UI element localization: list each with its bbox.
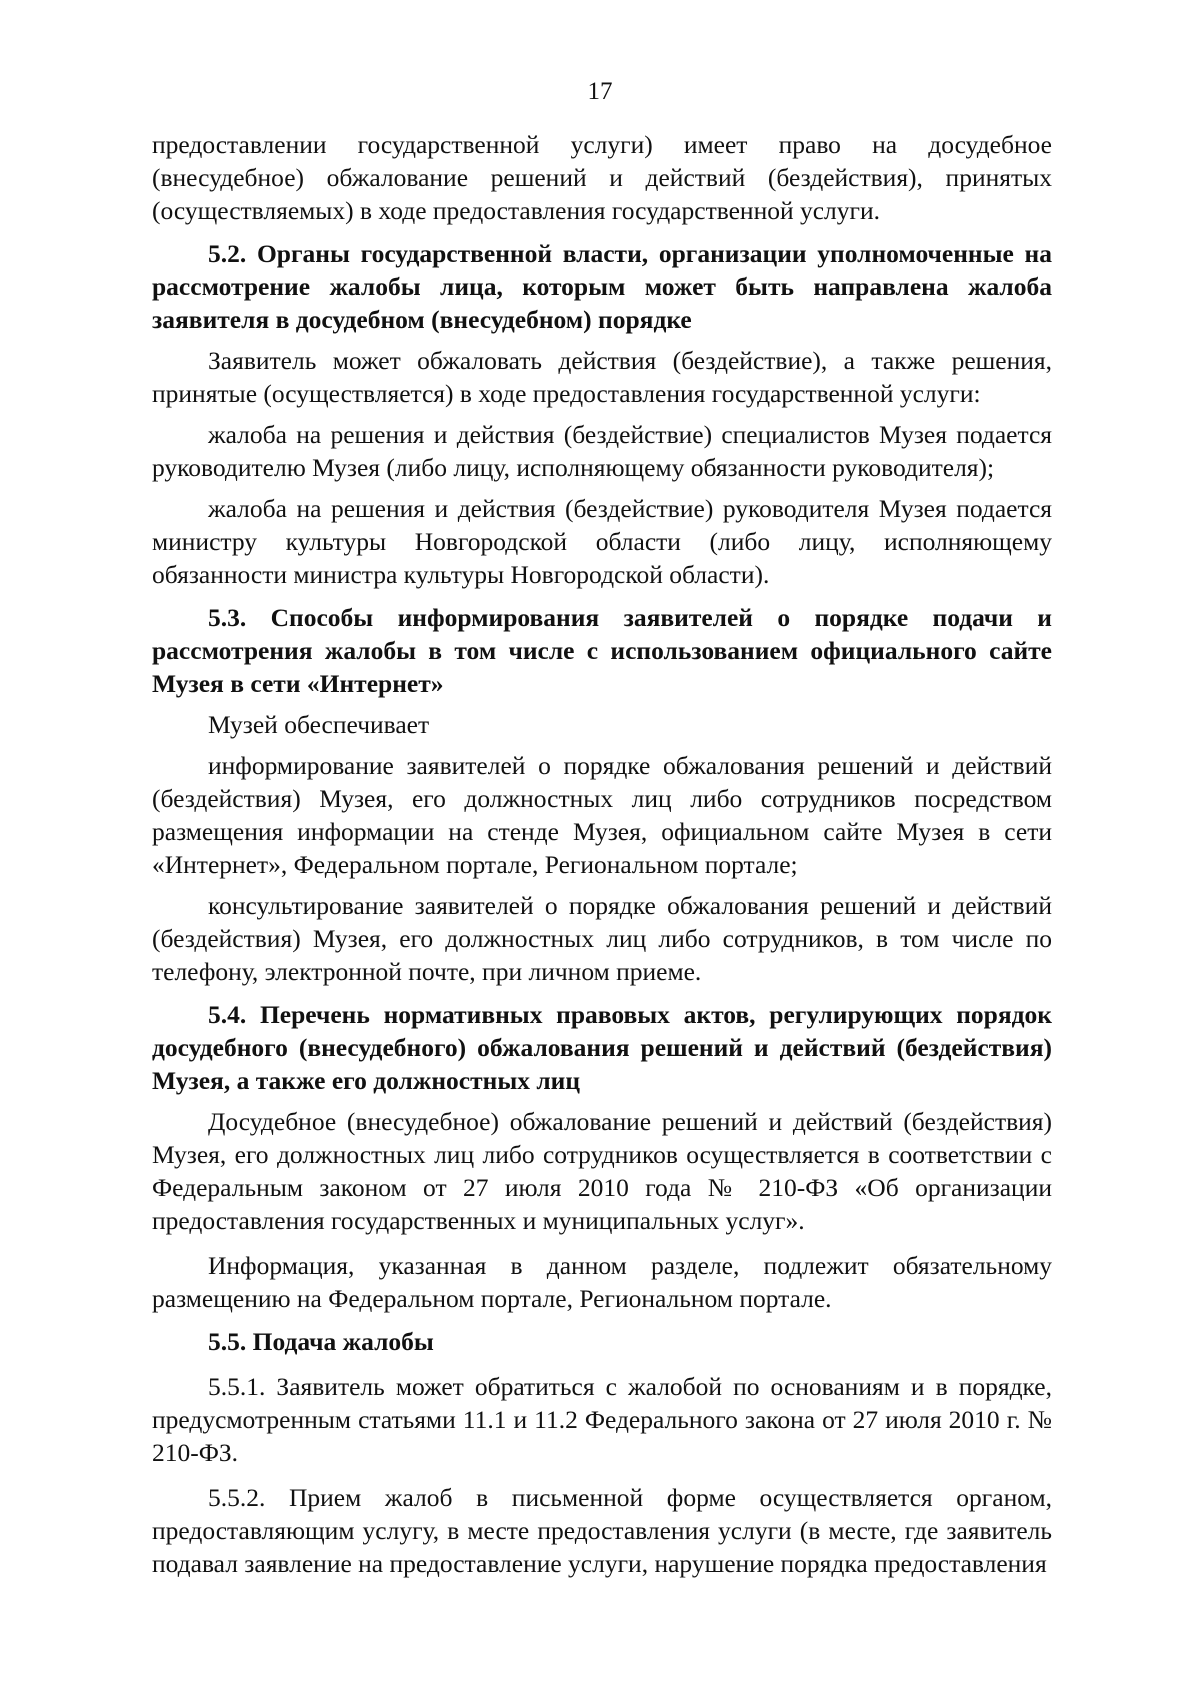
section-5-2-paragraph: жалоба на решения и действия (бездействие) специалистов Музея подается руководителю Музея (либо лицу, исполняющему обязанности руководителя); bbox=[152, 420, 1052, 482]
section-5-4-paragraph: Информация, указанная в данном разделе, подлежит обязательному размещению на Федеральном портале, Региональном портале. bbox=[152, 1251, 1052, 1313]
section-5-3-paragraph: Музей обеспечивает bbox=[208, 710, 430, 739]
section-5-5-paragraph: 5.5.2. Прием жалоб в письменной форме осуществляется органом, предоставляющим услугу, в месте предоставления услуги (в месте, где заявитель подавал заявление на предоставление услуги, нарушение порядка предоставления bbox=[152, 1483, 1052, 1578]
section-5-2-paragraph: Заявитель может обжаловать действия (бездействие), а также решения, принятые (осуществляется) в ходе предоставления государственной услуги: bbox=[152, 346, 1052, 408]
section-5-2-paragraph: жалоба на решения и действия (бездействие) руководителя Музея подается министру культуры Новгородской области (либо лицу, исполняющему обязанности министра культуры Новгородской области). bbox=[152, 494, 1052, 589]
page-number: 17 bbox=[587, 78, 613, 105]
intro-paragraph: предоставлении государственной услуги) имеет право на досудебное (внесудебное) обжалование решений и действий (бездействия), принятых (осуществляемых) в ходе предоставления государственной услуги. bbox=[152, 130, 1052, 225]
section-5-3-paragraph: консультирование заявителей о порядке обжалования решений и действий (бездействия) Музея, его должностных лиц либо сотрудников, в том числе по телефону, электронной почте, при личном приеме. bbox=[152, 891, 1052, 986]
section-5-4-paragraph: Досудебное (внесудебное) обжалование решений и действий (бездействия) Музея, его должностных лиц либо сотрудников осуществляется в соответствии с Федеральным законом от 27 июля 2010 года № 210-ФЗ «Об организации предоставления государственных и муниципальных услуг». bbox=[152, 1107, 1052, 1235]
section-5-5-heading: 5.5. Подача жалобы bbox=[208, 1327, 434, 1356]
document-body bbox=[152, 128, 1052, 1580]
section-5-3-heading: 5.3. Способы информирования заявителей о порядке подачи и рассмотрения жалобы в том числе с использованием официального сайте Музея в сети «Интернет» bbox=[152, 603, 1052, 698]
section-5-3-paragraph: информирование заявителей о порядке обжалования решений и действий (бездействия) Музея, его должностных лиц либо сотрудников посредством размещения информации на стенде Музея, официальном сайте Музея в сети «Интернет», Федеральном портале, Региональном портале; bbox=[152, 751, 1052, 879]
section-5-5-paragraph: 5.5.1. Заявитель может обратиться с жалобой по основаниям и в порядке, предусмотренным статьями 11.1 и 11.2 Федерального закона от 27 июля 2010 г. № 210-ФЗ. bbox=[152, 1372, 1052, 1467]
section-5-4-heading: 5.4. Перечень нормативных правовых актов, регулирующих порядок досудебного (внесудебного) обжалования решений и действий (бездействия) Музея, а также его должностных лиц bbox=[152, 1000, 1052, 1095]
section-5-2-heading: 5.2. Органы государственной власти, организации уполномоченные на рассмотрение жалобы лица, которым может быть направлена жалоба заявителя в досудебном (внесудебном) порядке bbox=[152, 239, 1052, 334]
